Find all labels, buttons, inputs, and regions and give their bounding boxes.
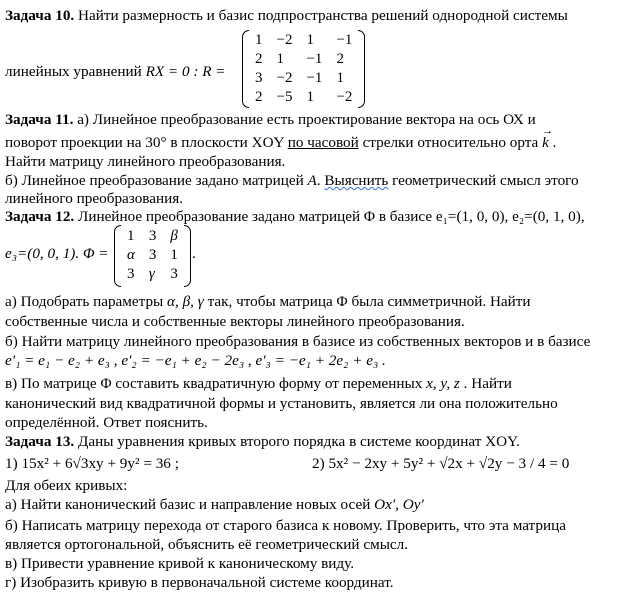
task13-b2: является ортогональной, объяснить её геометрический смысл. [5,536,409,553]
matrix-r-cell: 1 [276,51,284,67]
matrix-r-cell: 3 [255,70,263,86]
task10-equation: RX = 0 : R = [145,63,226,80]
task13-eq1: 1) 15x² + 6√3xy + 9y² = 36 ; [5,455,179,472]
matrix-a-label: A [307,172,317,189]
matrix-phi [114,225,191,287]
task11-line2 [5,133,556,152]
task11-text1: а) Линейное преобразование есть проектирование вектора на ось ОХ и [73,111,536,128]
matrix-phi-cell: 3 [148,247,157,263]
matrix-r-cell: −1 [306,70,323,86]
matrix-r-row [248,50,359,69]
matrix-phi-dot: . [192,245,196,262]
task10-heading: Задача 10. [5,7,75,24]
task11-line5: линейного преобразования. [5,190,184,207]
matrix-r-row [248,69,359,88]
task13-eq2: 2) 5x² − 2xy + 5y² + √2x + √2y − 3 / 4 = 0 [312,455,570,472]
matrix-phi-cell: γ [148,266,155,282]
matrix-phi-row [120,265,185,284]
task12-text1: Линейное преобразование задано матрицей Φ в базисе e₁=(1, 0, 0), e₂=(0, 1, 0), [74,208,585,225]
task12-b-basis: e′₁ = e₁ − e₂ + e₃ , e′₂ = −e₁ + e₂ − 2e₃ , e′₃ = −e₁ + 2e₂ + e₃ . [5,352,386,369]
task11-text2b: стрелки относительно орта [358,134,543,151]
matrix-r-cell: 2 [255,51,263,67]
matrix-r-cell: −2 [276,32,293,48]
matrix-phi-row [120,227,185,246]
matrix-r-cell: −1 [306,51,323,67]
task13-a [5,495,424,514]
task13-text1: Даны уравнения кривых второго порядка в системе координат XOY. [74,433,520,450]
task11-text2c: . [548,134,557,151]
task10-line2 [5,62,226,81]
matrix-r-cell: 1 [306,89,314,105]
task13-c: в) Привести уравнение кривой к каноническому виду. [5,555,355,572]
task13-line3: Для обеих кривых: [5,477,128,494]
task11-text2: поворот проекции на 30° в плоскости XOY [5,134,288,151]
task10-text2: линейных уравнений [5,63,146,80]
task13-heading: Задача 13. [5,433,75,450]
matrix-phi-cell: 1 [127,228,135,244]
matrix-r-cell: 1 [336,70,344,86]
matrix-phi-cell: 3 [170,266,178,282]
vector-k: → k [542,133,549,152]
matrix-phi-row [120,246,185,265]
task12-c-line3: определённой. Ответ пояснить. [5,414,208,431]
task10-text: Найти размерность и базис подпространства решений однородной системы [74,7,568,24]
task13-d: г) Изобразить кривую в первоначальной системе координат. [5,574,394,591]
task12-a-text2: так, чтобы матрица Φ была симметричной. Найти [203,293,531,310]
matrix-phi-cell: 1 [170,247,178,263]
task10-line1 [5,6,568,25]
task11-line3: Найти матрицу линейного преобразования. [5,153,286,170]
matrix-r-cell: 2 [255,89,263,105]
task11-underlined: по часовой [287,134,359,151]
matrix-phi-cell: α [127,247,135,263]
task11-text4: б) Линейное преобразование задано матрицей [5,172,308,189]
task13-a-text: а) Найти канонический базис и направление новых осей [5,496,375,513]
task12-e3: e₃=(0, 0, 1). Φ = [5,245,109,262]
matrix-phi-cell: β [170,228,178,244]
matrix-r-cell: −5 [276,89,293,105]
task11-wavy-word: Выяснить [324,172,389,189]
task12-c-text: в) По матрице Φ составить квадратичную форму от переменных [5,375,427,392]
task11-line1 [5,110,536,129]
matrix-r-cell: −2 [336,89,353,105]
matrix-r-cell: 1 [306,32,314,48]
task11-text4b: . [316,172,325,189]
matrix-phi-cell: 3 [127,266,135,282]
task12-b-line1: б) Найти матрицу линейного преобразования в базисе из собственных векторов и в базисе [5,333,591,350]
task12-line1 [5,207,585,226]
task12-vars: x, y, z [426,375,460,392]
task13-b1: б) Написать матрицу перехода от старого базиса к новому. Проверить, что эта матрица [5,517,566,534]
task12-c-line2: канонический вид квадратичной формы и установить, является ли она положительно [5,395,558,412]
task11-line4 [5,171,579,190]
matrix-r [242,30,365,108]
task12-a-text: а) Подобрать параметры [5,293,168,310]
matrix-r-cell: 2 [336,51,344,67]
task12-params: α, β, γ [167,293,204,310]
task12-c-text2: . Найти [459,375,512,392]
task11-text4c: геометрический смысл этого [388,172,579,189]
matrix-r-cell: −1 [336,32,353,48]
task12-a-line2: собственные числа и собственные векторы линейного преобразования. [5,313,465,330]
matrix-r-cell: −2 [276,70,293,86]
matrix-r-cell: 1 [255,32,263,48]
task12-a-line1 [5,292,531,311]
matrix-phi-cell: 3 [148,228,157,244]
matrix-r-row [248,31,359,50]
task12-c-line1 [5,374,512,393]
task11-heading: Задача 11. [5,111,74,128]
task12-heading: Задача 12. [5,208,75,225]
task13-axes: Ox′, Oy′ [374,496,424,513]
task13-line1 [5,432,520,451]
matrix-r-row [248,88,359,107]
